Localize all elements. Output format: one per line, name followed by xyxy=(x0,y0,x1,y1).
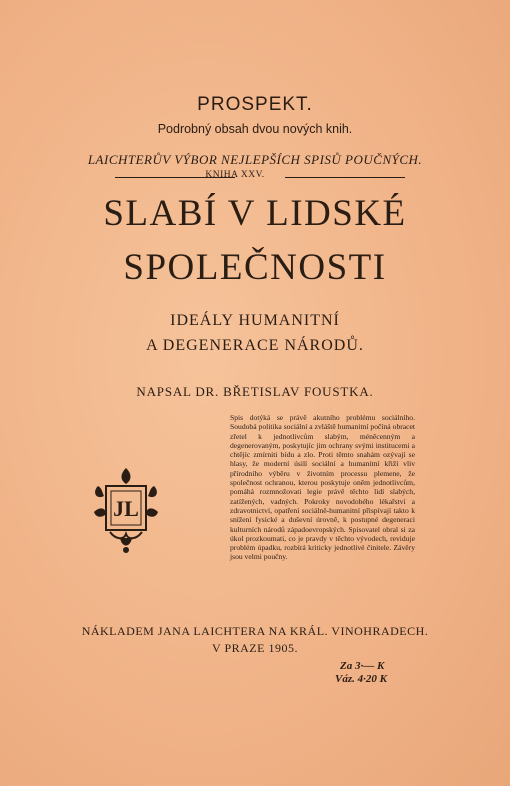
book-subtitle-line-1: IDEÁLY HUMANITNÍ xyxy=(170,312,340,329)
place-year: V PRAZE 1905. xyxy=(212,641,298,655)
volume-row xyxy=(0,170,510,184)
publisher-emblem-icon xyxy=(90,466,162,554)
volume-number: KNIHA XXV. xyxy=(205,170,265,180)
price-unbound: Za 3·— K xyxy=(340,660,385,672)
prospectus-subheading: Podrobný obsah dvou nových knih. xyxy=(157,122,353,136)
series-name: LAICHTERŮV VÝBOR NEJLEPŠÍCH SPISŮ POUČNÝCH. xyxy=(87,152,423,167)
price-bound: Váz. 4·20 K xyxy=(335,673,387,685)
publisher-line: NÁKLADEM JANA LAICHTERA NA KRÁL. VINOHRADECH. xyxy=(81,624,429,638)
emblem-monogram: JL xyxy=(113,496,139,521)
book-subtitle-line-2: A DEGENERACE NÁRODŮ. xyxy=(146,337,364,354)
prospectus-heading: PROSPEKT. xyxy=(197,94,313,115)
rule-right xyxy=(285,177,405,178)
author-line: NAPSAL DR. BŘETISLAV FOUSTKA. xyxy=(136,384,374,399)
book-title-line-1: SLABÍ V LIDSKÉ xyxy=(103,193,407,234)
book-summary: Spis dotýká se právě akutního problému sociálního. Soudobá politika sociální a zvláště humanitní počíná obracet zřetel k jednotlivcům slabým, méněcenným a degenerovaným, poskytujíc jim ochrany svými institucemi a chtějíc zmírniti bídu a zlo. Proti těmto snahám ozývají se hlasy, že moderní úsilí sociální a humanitní křiží vliv přírodního výběru v životním processu plemene, že společnost ochranou, kterou poskytuje oněm jednotlivcům, pomáhá rozmnožovati legie právě těchto lidí slabých, zatížených, vadných. Pokroky novodobého lékařství a zdravotnictví, opatření sociálně-humanitní přispívají takto k snížení fysické a duševní úrovně, k postupné degeneraci kulturních národů západoevropských. Spisovatel obral si za úkol prozkoumati, co je pravdy v těchto vývodech, reviduje problém úpadku, rozbírá kriticky jednotlivé činitele. Závěry jsou velmi poučny. xyxy=(230,413,415,562)
book-title-line-2: SPOLEČNOSTI xyxy=(123,247,387,288)
